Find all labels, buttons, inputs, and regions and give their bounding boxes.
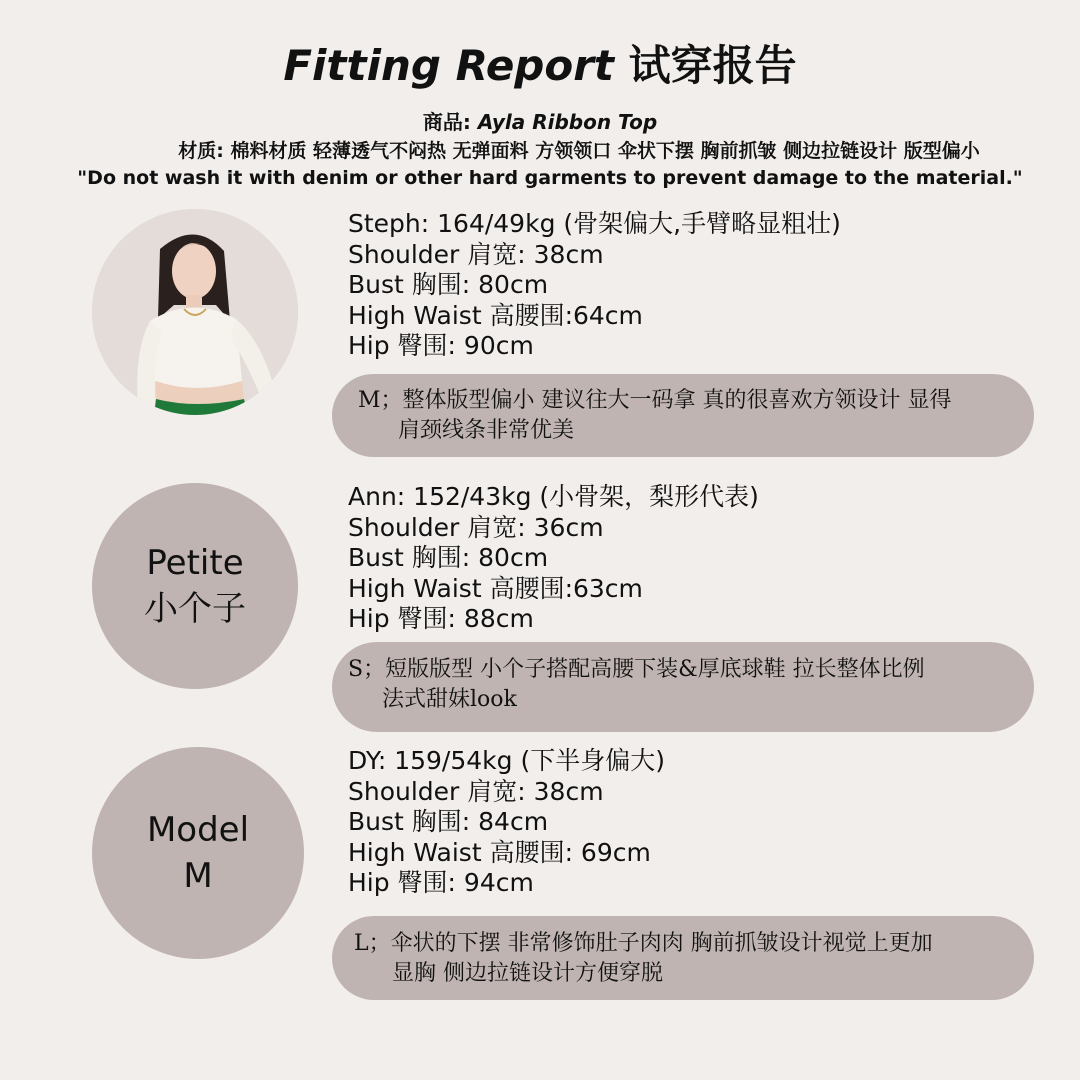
product-name: Ayla Ribbon Top [477,110,658,134]
stat-shoulder: Shoulder 肩宽: 38cm [348,776,604,806]
model-stats-ann [348,482,759,635]
care-instruction: "Do not wash it with denim or other hard garments to prevent damage to the material." [77,167,1023,189]
note-line2: 肩颈线条非常优美 [398,418,575,443]
stat-hip: Hip 臀围: 94cm [348,868,534,897]
note-line2: 显胸 侧边拉链设计方便穿脱 [392,961,663,986]
title-cn: 试穿报告 [628,41,797,90]
note-line2: 法式甜妹look [382,687,517,712]
stat-hip: Hip 臀围: 90cm [348,331,534,360]
product-line [0,108,1080,136]
model-photo [92,209,298,415]
stat-name-height-weight: DY: 159/54kg (下半身偏大) [348,746,665,775]
model-stats-dy [348,746,665,899]
fit-note-ann [332,642,1034,732]
circle-label-line1: Petite [146,543,244,583]
stat-bust: Bust 胸围: 80cm [348,270,549,299]
stat-shoulder: Shoulder 肩宽: 36cm [348,512,604,542]
note-line1: L；伞状的下摆 非常修饰肚子肉肉 胸前抓皱设计视觉上更加 [354,931,933,956]
title-en: Fitting Report [283,41,615,90]
stat-high-waist: High Waist 高腰围:63cm [348,573,643,603]
fit-note-dy [332,916,1034,1000]
circle-label-line2: 小个子 [144,589,246,629]
stat-hip: Hip 臀围: 88cm [348,604,534,633]
fit-note-steph [332,374,1034,457]
model-m-circle [92,747,304,959]
note-line1: S；短版版型 小个子搭配高腰下装&厚底球鞋 拉长整体比例 [348,657,925,682]
stat-name-height-weight: Ann: 152/43kg (小骨架，梨形代表) [348,482,759,511]
note-line1: M；整体版型偏小 建议往大一码拿 真的很喜欢方领设计 显得 [358,388,952,413]
model-photo-illustration [92,209,298,415]
stat-bust: Bust 胸围: 80cm [348,543,549,572]
stat-shoulder: Shoulder 肩宽: 38cm [348,239,604,269]
model-stats-steph [348,209,841,362]
product-label: 商品: [422,110,471,134]
petite-circle [92,483,298,689]
stat-name-height-weight: Steph: 164/49kg (骨架偏大,手臂略显粗壮) [348,209,841,238]
stat-high-waist: High Waist 高腰围:64cm [348,300,643,330]
circle-label-line1: Model [146,810,250,850]
stat-bust: Bust 胸围: 84cm [348,807,549,836]
page-title [0,38,1080,94]
stat-high-waist: High Waist 高腰围: 69cm [348,837,651,867]
circle-label-line2: M [183,856,213,896]
material-line: 材质: 棉料材质 轻薄透气不闷热 无弹面料 方领领口 伞状下摆 胸前抓皱 侧边拉链设计 版型偏小 [178,140,980,162]
